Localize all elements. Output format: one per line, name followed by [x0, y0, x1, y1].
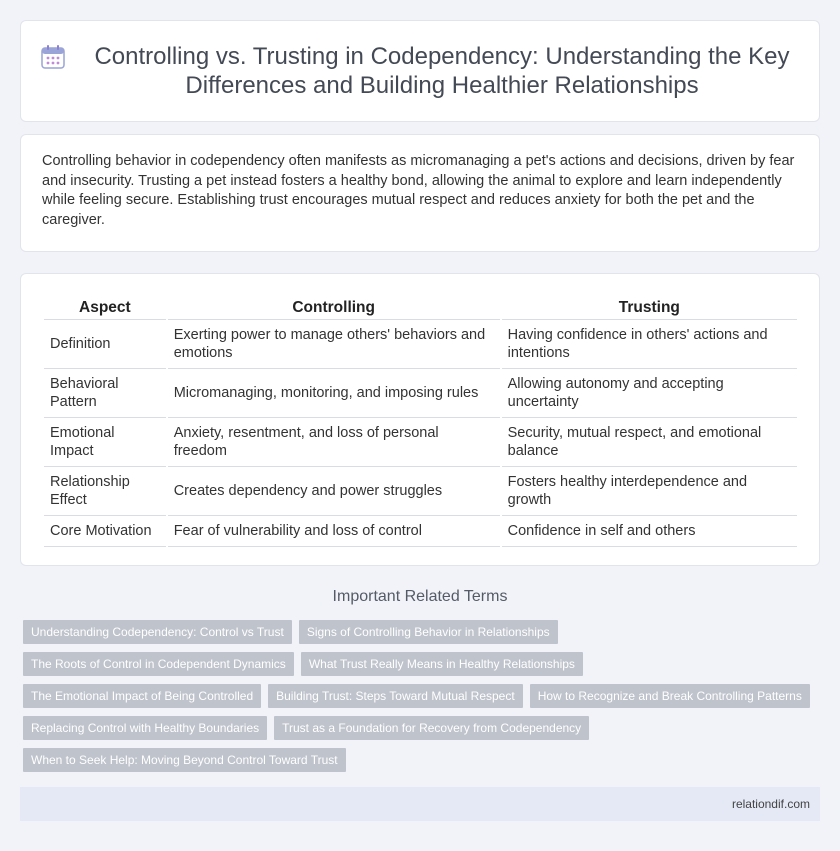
controlling-cell: Anxiety, resentment, and loss of personal freedom	[168, 418, 500, 467]
comparison-table	[42, 298, 799, 547]
intro-card	[20, 134, 820, 252]
table-row	[44, 320, 797, 369]
header-trusting: Trusting	[502, 298, 797, 320]
trusting-cell: Allowing autonomy and accepting uncertainty	[502, 369, 797, 418]
controlling-cell: Micromanaging, monitoring, and imposing rules	[168, 369, 500, 418]
related-term-link[interactable]: How to Recognize and Break Controlling Patterns	[530, 684, 810, 708]
related-term-link[interactable]: Building Trust: Steps Toward Mutual Respect	[268, 684, 523, 708]
footer	[20, 787, 820, 821]
page-title: Controlling vs. Trusting in Codependency: Understanding the Key Differences and Building Healthier Relationships	[94, 43, 790, 99]
aspect-cell: Emotional Impact	[44, 418, 166, 467]
related-terms-heading: Important Related Terms	[332, 588, 508, 605]
related-term-link[interactable]: Understanding Codependency: Control vs Trust	[23, 620, 292, 644]
aspect-cell: Relationship Effect	[44, 467, 166, 516]
related-term-link[interactable]: Trust as a Foundation for Recovery from Codependency	[274, 716, 589, 740]
table-row	[44, 418, 797, 467]
header-controlling: Controlling	[168, 298, 500, 320]
related-term-link[interactable]: Replacing Control with Healthy Boundaries	[23, 716, 267, 740]
trusting-cell: Having confidence in others' actions and intentions	[502, 320, 797, 369]
related-term-link[interactable]: The Roots of Control in Codependent Dynamics	[23, 652, 294, 676]
related-term-link[interactable]: The Emotional Impact of Being Controlled	[23, 684, 261, 708]
controlling-cell: Exerting power to manage others' behaviors and emotions	[168, 320, 500, 369]
table-row	[44, 369, 797, 418]
title-card	[20, 20, 820, 122]
related-term-link[interactable]: Signs of Controlling Behavior in Relationships	[299, 620, 558, 644]
aspect-cell: Behavioral Pattern	[44, 369, 166, 418]
aspect-cell: Definition	[44, 320, 166, 369]
header-aspect: Aspect	[44, 298, 166, 320]
trusting-cell: Confidence in self and others	[502, 516, 797, 547]
intro-paragraph: Controlling behavior in codependency often manifests as micromanaging a pet's actions and decisions, driven by fear and insecurity. Trusting a pet instead fosters a healthy bond, allowing the animal to explore and learn independently while feeling secure. Establishing trust encourages mutual respect and reduces anxiety for both the pet and the caregiver.	[42, 153, 795, 228]
table-row	[44, 516, 797, 547]
related-term-link[interactable]: What Trust Really Means in Healthy Relationships	[301, 652, 583, 676]
site-name[interactable]: relationdif.com	[731, 797, 810, 811]
table-header-row	[44, 298, 797, 320]
calendar-icon	[41, 44, 65, 70]
related-terms-list	[23, 620, 823, 780]
trusting-cell: Security, mutual respect, and emotional balance	[502, 418, 797, 467]
comparison-table-card	[20, 273, 820, 566]
trusting-cell: Fosters healthy interdependence and growth	[502, 467, 797, 516]
table-row	[44, 467, 797, 516]
controlling-cell: Fear of vulnerability and loss of control	[168, 516, 500, 547]
aspect-cell: Core Motivation	[44, 516, 166, 547]
related-term-link[interactable]: When to Seek Help: Moving Beyond Control Toward Trust	[23, 748, 346, 772]
controlling-cell: Creates dependency and power struggles	[168, 467, 500, 516]
